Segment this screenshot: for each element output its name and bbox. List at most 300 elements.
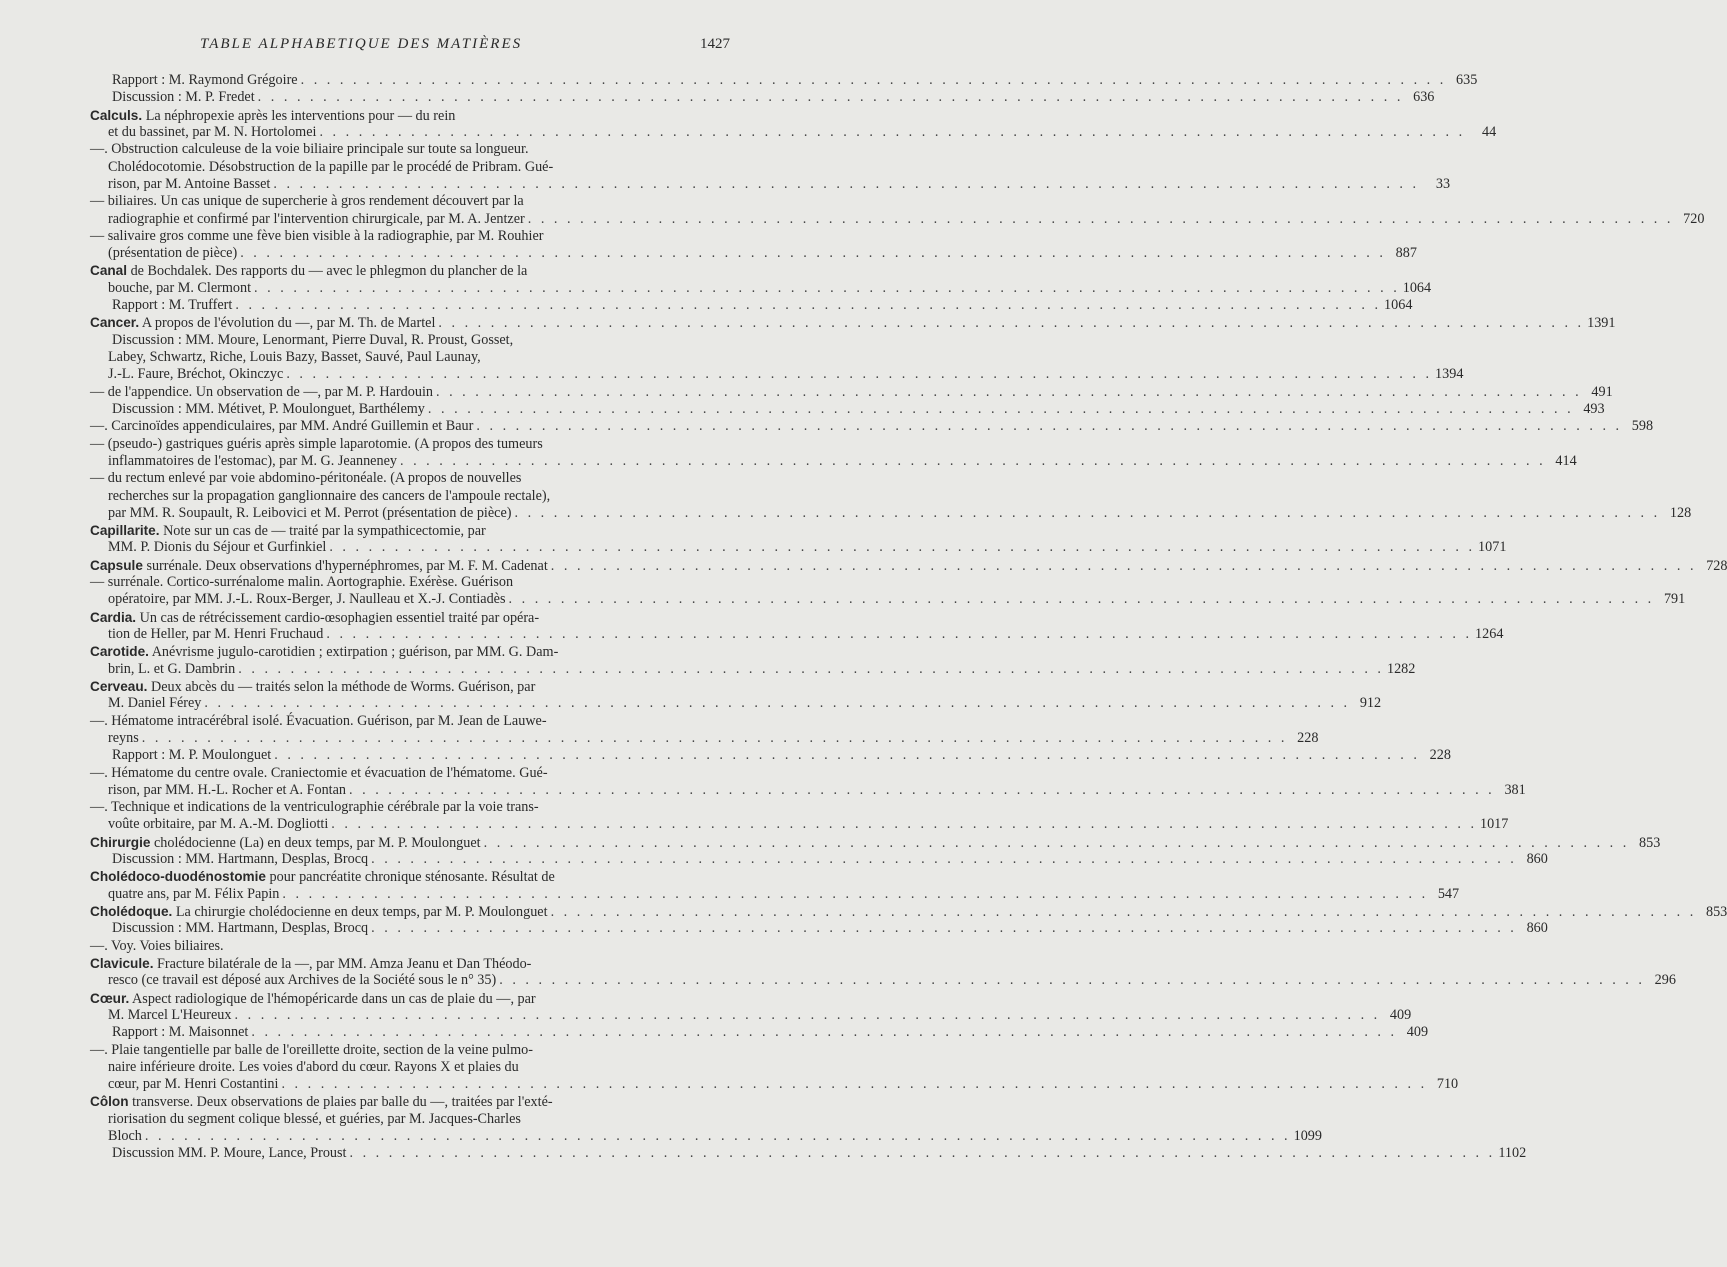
entry-keyword: Cancer. xyxy=(90,315,140,331)
index-entry xyxy=(90,470,1692,522)
entry-page-number: 128 xyxy=(1669,504,1692,521)
leader-dots xyxy=(436,384,1582,401)
index-entry xyxy=(90,868,1460,903)
entry-text xyxy=(90,799,539,816)
entry-line xyxy=(90,678,736,695)
entry-line-text: (présentation de pièce) xyxy=(108,245,238,262)
entry-text xyxy=(90,141,529,158)
entry-text xyxy=(90,522,486,540)
entry-line xyxy=(90,990,736,1007)
leader-dots xyxy=(329,539,1475,556)
entry-keyword: Canal xyxy=(90,263,128,279)
entry-page-number: 1264 xyxy=(1475,626,1504,642)
leader-dots xyxy=(371,920,1517,937)
entry-page-number: 1102 xyxy=(1498,1145,1527,1162)
leader-dots xyxy=(251,1024,1397,1041)
entry-line-text: cholédocienne (La) en deux temps, par M. P. Moulonguet xyxy=(153,834,481,851)
entry-text xyxy=(108,1128,142,1145)
index-entry xyxy=(90,955,1676,990)
index-entries xyxy=(90,72,1727,1163)
entry-line-text: Un cas de rétrécissement cardio-œsophagien essentiel traité par opéra- xyxy=(139,609,540,626)
entry-keyword: Cardia. xyxy=(90,609,137,625)
entry-keyword: Calculs. xyxy=(90,107,143,123)
entry-text xyxy=(108,124,316,141)
entry-line-text: Cholédocotomie. Désobstruction de la papille par le procédé de Pribram. Gué- xyxy=(108,158,554,175)
entry-text xyxy=(108,695,201,712)
entry-text xyxy=(108,782,346,799)
entry-line-text: — (pseudo-) gastriques guéris après simple laparotomie. (A propos des tumeurs xyxy=(90,435,543,452)
entry-line-text: Discussion MM. P. Moure, Lance, Proust xyxy=(112,1145,347,1162)
leader-dots xyxy=(238,661,1384,678)
entry-line xyxy=(90,626,1504,643)
index-entry xyxy=(90,938,736,955)
entry-line xyxy=(90,297,1413,314)
entry-line-text: par MM. R. Soupault, R. Leibovici et M. Perrot (présentation de pièce) xyxy=(108,504,512,521)
index-entry xyxy=(90,557,1727,574)
entry-text xyxy=(108,661,235,678)
entry-text xyxy=(90,868,555,886)
entry-line xyxy=(90,938,736,955)
entry-line xyxy=(90,1006,1412,1024)
entry-page-number: 1064 xyxy=(1402,279,1432,296)
entry-line-text: MM. P. Dionis du Séjour et Gurfinkiel xyxy=(108,539,327,556)
entry-text xyxy=(112,851,368,868)
entry-text xyxy=(108,245,237,262)
entry-page-number: 1064 xyxy=(1384,297,1413,314)
entry-page-number: 409 xyxy=(1406,1024,1429,1041)
entry-line-text: —. Obstruction calculeuse de la voie biliaire principale sur toute sa longueur. xyxy=(90,141,529,158)
entry-text xyxy=(112,1145,346,1162)
entry-line xyxy=(90,972,1676,989)
entry-line-text: naire inférieure droite. Les voies d'abord du cœur. Rayons X et plaies du xyxy=(108,1058,519,1075)
page-number: 1427 xyxy=(700,36,730,52)
entry-text xyxy=(108,886,279,903)
index-entry xyxy=(90,107,1497,142)
entry-line xyxy=(90,747,1451,764)
entry-line xyxy=(90,418,1654,435)
entry-page-number: 860 xyxy=(1526,920,1548,937)
entry-text xyxy=(108,972,496,989)
entry-line-text: Rapport : M. P. Moulonguet xyxy=(112,747,272,764)
entry-line-text: Discussion : MM. Hartmann, Desplas, Brocq xyxy=(112,920,369,937)
entry-line xyxy=(90,765,736,782)
entry-line xyxy=(90,175,1451,193)
entry-line-text: cœur, par M. Henri Costantini xyxy=(108,1076,279,1093)
index-entry xyxy=(90,141,1451,193)
entry-line-text: transverse. Deux observations de plaies par balle du —, traitées par l'exté- xyxy=(132,1094,553,1111)
entry-line-text: A propos de l'évolution du —, par M. Th. de Martel xyxy=(141,315,436,332)
entry-line xyxy=(90,89,1435,106)
entry-text xyxy=(108,816,328,833)
entry-line-text: Fracture bilatérale de la —, par MM. Amza Jeanu et Dan Théodo- xyxy=(157,955,532,972)
entry-text xyxy=(90,938,224,955)
entry-keyword: Côlon xyxy=(90,1094,129,1110)
index-entry xyxy=(90,522,1507,557)
entry-line xyxy=(90,159,736,176)
leader-dots xyxy=(286,366,1432,383)
entry-text xyxy=(90,713,547,730)
leader-dots xyxy=(145,1128,1291,1145)
entry-keyword: Clavicule. xyxy=(90,955,154,971)
entry-line xyxy=(90,107,736,124)
entry-page-number: 728 xyxy=(1706,557,1727,574)
entry-text xyxy=(108,626,323,643)
leader-dots xyxy=(235,297,1381,314)
entry-line-text: — biliaires. Un cas unique de supercherie à gros rendement découvert par la xyxy=(90,193,524,210)
entry-text xyxy=(90,678,535,696)
leader-dots xyxy=(142,730,1288,747)
leader-dots xyxy=(514,505,1660,522)
entry-line-text: reyns xyxy=(108,729,139,746)
leader-dots xyxy=(509,591,1655,608)
entry-line-text: pour pancréatite chronique sténosante. Résultat de xyxy=(269,869,555,886)
entry-line-text: Rapport : M. Raymond Grégoire xyxy=(112,72,298,88)
index-entry xyxy=(90,89,1435,106)
entry-line-text: rison, par MM. H.-L. Rocher et A. Fontan xyxy=(108,781,347,798)
entry-line-text: voûte orbitaire, par M. A.-M. Dogliotti xyxy=(108,816,329,833)
entry-line xyxy=(90,885,1460,903)
entry-line-text: Labey, Schwartz, Riche, Louis Bazy, Basset, Sauvé, Paul Launay, xyxy=(108,349,481,365)
leader-dots xyxy=(240,245,1386,262)
entry-page-number: 887 xyxy=(1395,245,1417,262)
entry-page-number: 598 xyxy=(1631,418,1654,435)
entry-page-number: 853 xyxy=(1639,834,1661,851)
entry-text xyxy=(108,366,283,383)
entry-page-number: 912 xyxy=(1359,695,1382,712)
leader-dots xyxy=(319,124,1465,141)
entry-text xyxy=(108,280,251,297)
entry-keyword: Chirurgie xyxy=(90,834,151,850)
entry-line xyxy=(90,955,736,972)
entry-line-text: —. Voy. Voies biliaires. xyxy=(90,937,224,954)
leader-dots xyxy=(528,211,1674,228)
entry-line-text: Anévrisme jugulo-carotidien ; extirpation ; guérison, par MM. G. Dam- xyxy=(151,644,559,661)
index-entry xyxy=(90,643,1416,678)
entry-text xyxy=(108,539,326,556)
leader-dots xyxy=(499,972,1645,989)
entry-text xyxy=(90,262,527,280)
entry-line xyxy=(90,713,736,730)
entry-line xyxy=(90,574,736,591)
entry-text xyxy=(90,557,548,575)
entry-line xyxy=(90,349,736,366)
entry-text xyxy=(90,765,548,782)
entry-line-text: M. Marcel L'Heureux xyxy=(108,1006,232,1023)
entry-text xyxy=(90,574,513,591)
entry-text xyxy=(90,436,543,453)
entry-line xyxy=(90,1042,736,1059)
entry-line-text: riorisation du segment colique blessé, et guéries, par M. Jacques-Charles xyxy=(108,1110,521,1127)
entry-text xyxy=(108,730,139,747)
entry-text xyxy=(112,72,298,89)
entry-text xyxy=(90,193,524,210)
index-entry xyxy=(90,383,1613,419)
entry-line xyxy=(90,868,736,885)
leader-dots xyxy=(281,1076,1427,1093)
running-title: TABLE ALPHABETIQUE DES MATIÈRES xyxy=(200,36,523,52)
entry-line xyxy=(90,799,736,816)
index-entry xyxy=(90,262,1432,314)
entry-text xyxy=(90,1042,533,1059)
entry-keyword: Cerveau. xyxy=(90,678,148,694)
entry-page-number: 44 xyxy=(1481,123,1497,140)
index-entry xyxy=(90,72,1478,89)
leader-dots xyxy=(274,747,1420,764)
index-entry xyxy=(90,418,1654,435)
entry-line xyxy=(90,834,1661,851)
entry-line-text: inflammatoires de l'estomac), par M. G. Jeanneney xyxy=(108,452,397,469)
leader-dots xyxy=(331,816,1477,833)
entry-line xyxy=(90,228,736,245)
entry-page-number: 860 xyxy=(1526,851,1548,868)
entry-line xyxy=(90,539,1507,556)
entry-line xyxy=(90,557,1727,574)
entry-line-text: Deux abcès du — traités selon la méthode de Worms. Guérison, par xyxy=(150,678,536,695)
entry-text xyxy=(112,297,232,314)
entry-line xyxy=(90,1059,736,1076)
entry-line xyxy=(90,504,1692,522)
entry-line-text: La chirurgie cholédocienne en deux temps, par M. P. Moulonguet xyxy=(175,904,548,920)
entry-line xyxy=(90,210,1705,228)
entry-line xyxy=(90,72,1478,89)
leader-dots xyxy=(400,453,1546,470)
leader-dots xyxy=(254,280,1400,297)
entry-line-text: — de l'appendice. Un observation de —, par M. P. Hardouin xyxy=(90,383,433,400)
entry-text xyxy=(112,920,368,937)
entry-line xyxy=(90,314,1616,332)
entry-line-text: Discussion : MM. Métivet, P. Moulonguet, Barthélemy xyxy=(112,400,425,417)
entry-line-text: —. Hématome du centre ovale. Craniectomie et évacuation de l'hématome. Gué- xyxy=(90,764,548,781)
entry-line xyxy=(90,903,1727,920)
entry-page-number: 1391 xyxy=(1587,315,1616,332)
leader-dots xyxy=(273,176,1419,193)
entry-text xyxy=(108,176,270,193)
entry-line xyxy=(90,1024,1429,1041)
leader-dots xyxy=(428,401,1574,418)
entry-line-text: — salivaire gros comme une fève bien visible à la radiographie, par M. Rouhier xyxy=(90,227,544,244)
entry-line-text: Rapport : M. Truffert xyxy=(112,297,233,314)
leader-dots xyxy=(326,626,1472,643)
entry-line xyxy=(90,245,1417,262)
entry-text xyxy=(108,1076,278,1093)
entry-text xyxy=(108,1111,521,1128)
entry-keyword: Cholédoque. xyxy=(90,904,173,919)
entry-line-text: brin, L. et G. Dambrin xyxy=(108,660,236,677)
entry-line xyxy=(90,1076,1459,1093)
entry-line-text: Bloch xyxy=(108,1128,142,1145)
index-entry xyxy=(90,990,1429,1042)
entry-text xyxy=(90,1093,553,1111)
entry-text xyxy=(108,1059,519,1076)
entry-line-text: —. Plaie tangentielle par balle de l'oreillette droite, section de la veine pulmo- xyxy=(90,1041,533,1058)
entry-line xyxy=(90,591,1686,608)
index-entry xyxy=(90,834,1661,869)
entry-text xyxy=(90,384,433,401)
running-header xyxy=(0,36,800,56)
entry-line-text: —. Carcinoïdes appendiculaires, par MM. André Guillemin et Baur xyxy=(90,418,474,435)
index-entry xyxy=(90,903,1727,938)
entry-line xyxy=(90,1093,736,1110)
entry-text xyxy=(108,591,506,608)
entry-text xyxy=(90,990,536,1008)
index-entry xyxy=(90,609,1504,644)
entry-line xyxy=(90,781,1526,799)
entry-text xyxy=(90,609,539,627)
index-entry xyxy=(90,712,1451,765)
leader-dots xyxy=(438,315,1584,332)
index-entry xyxy=(90,435,1577,471)
entry-line-text: tion de Heller, par M. Henri Fruchaud xyxy=(108,626,324,642)
leader-dots xyxy=(204,695,1350,712)
entry-line xyxy=(90,488,736,505)
entry-line-text: opératoire, par MM. J.-L. Roux-Berger, J. Naulleau et X.-J. Contiadès xyxy=(108,591,506,608)
index-entry xyxy=(90,764,1526,800)
entry-line xyxy=(90,400,1605,418)
entry-keyword: Cœur. xyxy=(90,990,130,1006)
entry-line-text: quatre ans, par M. Félix Papin xyxy=(108,885,280,902)
entry-line xyxy=(90,262,736,279)
entry-page-number: 33 xyxy=(1435,175,1451,192)
entry-line xyxy=(90,366,1464,383)
entry-line xyxy=(90,522,736,539)
index-entry xyxy=(90,1093,1527,1162)
entry-page-number: 381 xyxy=(1504,781,1526,798)
entry-line-text: J.-L. Faure, Bréchot, Okinczyc xyxy=(108,366,284,383)
entry-text xyxy=(112,401,425,418)
entry-text xyxy=(90,418,473,435)
entry-text xyxy=(112,1024,248,1041)
entry-text xyxy=(112,332,513,349)
entry-line-text: Discussion : M. P. Fredet xyxy=(112,89,255,106)
index-entry xyxy=(90,678,1382,713)
index-entry xyxy=(90,799,1509,834)
entry-line xyxy=(90,1145,1527,1162)
index-entry xyxy=(90,193,1705,228)
entry-line-text: M. Daniel Férey xyxy=(108,695,202,712)
entry-line-text: Aspect radiologique de l'hémopéricarde dans un cas de plaie du —, par xyxy=(132,990,536,1007)
entry-text xyxy=(108,159,553,176)
entry-text xyxy=(108,349,481,366)
entry-line-text: Discussion : MM. Moure, Lenormant, Pierre Duval, R. Proust, Gosset, xyxy=(112,331,514,348)
entry-page-number: 228 xyxy=(1429,747,1451,764)
leader-dots xyxy=(551,558,1697,575)
entry-line-text: — du rectum enlevé par voie abdomino-péritonéale. (A propos de nouvelles xyxy=(90,470,522,487)
entry-line xyxy=(90,332,736,349)
leader-dots xyxy=(349,1145,1495,1162)
entry-page-number: 791 xyxy=(1663,591,1686,608)
entry-line xyxy=(90,452,1577,470)
entry-page-number: 720 xyxy=(1683,210,1705,227)
entry-line xyxy=(90,1128,1322,1145)
entry-line-text: — surrénale. Cortico-surrénalome malin. Aortographie. Exérèse. Guérison xyxy=(90,574,514,591)
leader-dots xyxy=(258,89,1404,106)
entry-page-number: 1282 xyxy=(1386,660,1416,677)
entry-line-text: —. Hématome intracérébral isolé. Évacuation. Guérison, par M. Jean de Lauwe- xyxy=(90,712,547,729)
entry-line xyxy=(90,660,1416,678)
index-entry xyxy=(90,574,1686,609)
entry-line-text: La néphropexie après les interventions pour — du rein xyxy=(145,107,456,124)
entry-page-number: 491 xyxy=(1591,383,1613,400)
index-entry xyxy=(90,1041,1459,1094)
entry-line-text: —. Technique et indications de la ventriculographie cérébrale par la voie trans- xyxy=(90,799,539,816)
entry-line xyxy=(90,1111,736,1128)
entry-page-number: 547 xyxy=(1437,885,1460,902)
entry-line xyxy=(90,851,1548,868)
entry-keyword: Capillarite. xyxy=(90,523,160,539)
entry-line xyxy=(90,123,1497,141)
entry-page-number: 636 xyxy=(1413,89,1435,106)
entry-text xyxy=(108,505,511,522)
entry-page-number: 296 xyxy=(1654,972,1676,989)
entry-line xyxy=(90,279,1432,297)
entry-line xyxy=(90,436,736,453)
entry-line-text: et du bassinet, par M. N. Hortolomei xyxy=(108,123,317,140)
entry-line xyxy=(90,816,1509,833)
entry-text xyxy=(90,903,548,921)
entry-page-number: 1017 xyxy=(1479,816,1509,833)
entry-line-text: de Bochdalek. Des rapports du — avec le phlegmon du plancher de la xyxy=(130,263,528,280)
entry-page-number: 1394 xyxy=(1435,366,1464,383)
entry-page-number: 635 xyxy=(1456,72,1478,88)
entry-text xyxy=(108,211,525,228)
leader-dots xyxy=(484,835,1630,852)
entry-text xyxy=(90,107,455,125)
entry-line-text: recherches sur la propagation ganglionnaire des cancers de l'ampoule rectale), xyxy=(108,487,551,504)
index-entry xyxy=(90,227,1417,263)
leader-dots xyxy=(551,904,1697,921)
entry-line xyxy=(90,141,736,158)
leader-dots xyxy=(282,886,1428,903)
entry-line xyxy=(90,470,736,487)
entry-line xyxy=(90,920,1548,937)
entry-line-text: Rapport : M. Maisonnet xyxy=(112,1024,249,1041)
entry-line-text: Note sur un cas de — traité par la sympathicectomie, par xyxy=(163,523,486,540)
entry-page-number: 228 xyxy=(1297,729,1319,746)
entry-text xyxy=(90,228,543,245)
entry-line xyxy=(90,193,736,210)
entry-text xyxy=(90,834,481,852)
entry-text xyxy=(112,747,271,764)
entry-page-number: 409 xyxy=(1389,1006,1412,1023)
entry-text xyxy=(90,314,435,332)
entry-line-text: rison, par M. Antoine Basset xyxy=(108,175,271,192)
leader-dots xyxy=(371,851,1517,868)
entry-text xyxy=(112,89,255,106)
entry-text xyxy=(108,453,397,470)
leader-dots xyxy=(235,1007,1381,1024)
entry-keyword: Cholédoco-duodénostomie xyxy=(90,869,266,885)
entry-page-number: 1099 xyxy=(1293,1128,1322,1145)
entry-line xyxy=(90,729,1319,747)
leader-dots xyxy=(349,782,1495,799)
entry-text xyxy=(90,643,558,661)
entry-keyword: Carotide. xyxy=(90,644,149,660)
entry-page-number: 853 xyxy=(1705,904,1727,920)
entry-line xyxy=(90,383,1613,401)
index-entry xyxy=(90,314,1616,383)
entry-line-text: bouche, par M. Clermont xyxy=(108,279,252,296)
entry-line-text: resco (ce travail est déposé aux Archives de la Société sous le n° 35) xyxy=(108,972,497,989)
entry-page-number: 1071 xyxy=(1478,539,1507,556)
entry-line-text: surrénale. Deux observations d'hypernéphromes, par M. F. M. Cadenat xyxy=(146,557,548,574)
entry-keyword: Capsule xyxy=(90,557,143,573)
entry-text xyxy=(108,488,550,505)
entry-text xyxy=(108,1007,232,1024)
entry-line xyxy=(90,643,736,660)
entry-page-number: 493 xyxy=(1583,400,1605,417)
entry-text xyxy=(90,955,531,973)
entry-line-text: Discussion : MM. Hartmann, Desplas, Brocq xyxy=(112,851,369,868)
